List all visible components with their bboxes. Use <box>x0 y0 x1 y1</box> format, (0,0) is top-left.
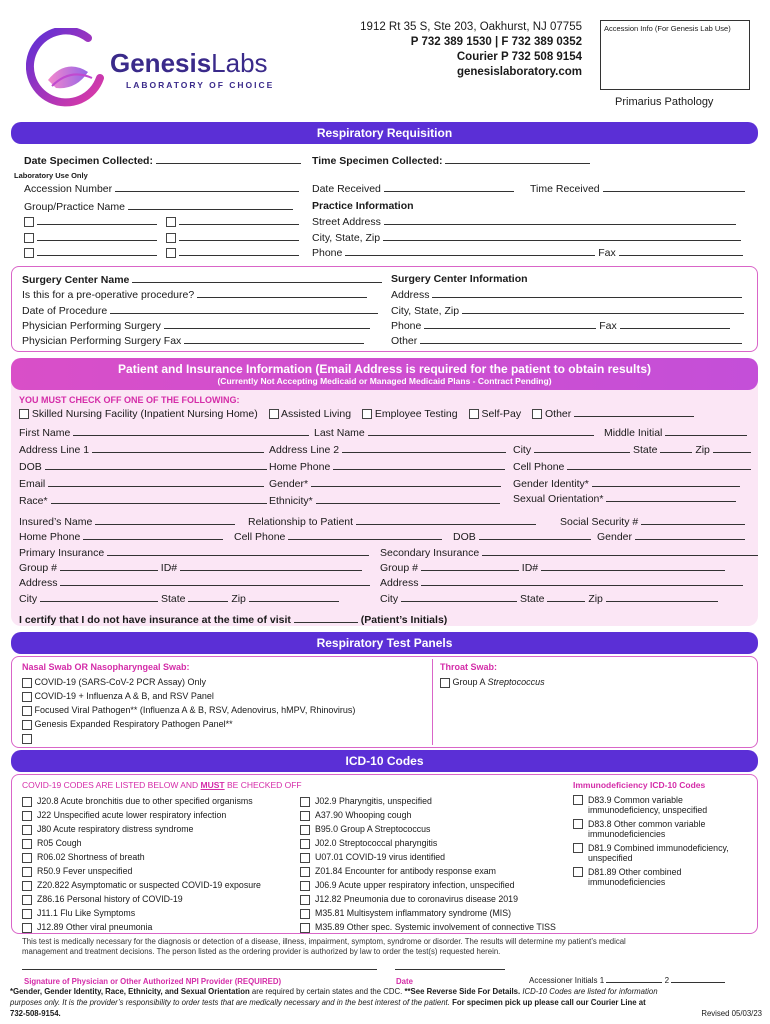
icd-covid-column <box>22 795 261 935</box>
self-pay-label: Self-Pay <box>481 408 522 420</box>
state-label: State <box>632 444 658 456</box>
primary-zip-label: Zip <box>231 593 246 605</box>
surgery-center-name-label: Surgery Center Name <box>22 274 130 286</box>
gender-identity-label: Gender Identity* <box>513 478 589 490</box>
address1-label: Address Line 1 <box>19 444 90 456</box>
icd-code-checkbox[interactable] <box>22 797 32 807</box>
accession-box[interactable] <box>600 20 750 90</box>
icd-code-row <box>22 879 261 893</box>
ins-cell-phone-field[interactable] <box>288 530 442 540</box>
primary-insurance-label: Primary Insurance <box>19 547 105 559</box>
first-name-field[interactable] <box>73 426 309 436</box>
phone-label: Phone <box>312 247 343 259</box>
secondary-insurance-field[interactable] <box>482 546 758 556</box>
secondary-group-field[interactable] <box>421 561 519 571</box>
accessioner-init2-field[interactable] <box>671 973 725 983</box>
brand-bold: Genesis <box>110 48 212 78</box>
middle-initial-label: Middle Initial <box>604 427 663 439</box>
employee-testing-checkbox[interactable] <box>362 409 372 419</box>
revised-date: Revised 05/03/23 <box>701 1009 762 1018</box>
cell-phone-field[interactable] <box>567 460 751 470</box>
practice-checkbox[interactable] <box>166 233 176 243</box>
practice-checkbox[interactable] <box>166 248 176 258</box>
insured-name-field[interactable] <box>95 515 235 525</box>
necessity-statement: This test is medically necessary for the diagnosis or detection of a disease, illness, impairment, symptom, syndrome or disorder. The results will determine my patient’s medical management and treatment decisions. The person listed as the ordering provider is authorized by law to order the test(s) requested herein. <box>22 937 626 956</box>
icd-code-label: U07.01 COVID-19 virus identified <box>315 852 446 862</box>
secondary-state-field[interactable] <box>547 592 585 602</box>
practice-field[interactable] <box>179 246 299 256</box>
ins-dob-label: DOB <box>453 531 476 543</box>
state-field[interactable] <box>660 443 692 453</box>
website: genesislaboratory.com <box>456 66 582 78</box>
accessioner-init1-field[interactable] <box>606 973 662 983</box>
surgery-address-field[interactable] <box>432 288 742 298</box>
practice-field[interactable] <box>37 246 157 256</box>
icd-code-checkbox[interactable] <box>300 881 310 891</box>
patient-title: Patient and Insurance Information (Email Address is required for the patient to obtain results) <box>118 362 651 376</box>
strep-a-italic: Streptococcus <box>487 677 545 687</box>
immuno-code-label: immunodeficiencies <box>588 877 666 887</box>
throat-header: Throat Swab: <box>440 662 498 672</box>
city-state-zip-field[interactable] <box>383 231 741 241</box>
icd-code-label: R05 Cough <box>37 838 82 848</box>
icd-other-column <box>300 795 556 935</box>
ssn-label: Social Security # <box>560 516 639 528</box>
ins-dob-field[interactable] <box>479 530 591 540</box>
secondary-address-label: Address <box>380 577 419 589</box>
home-phone-label: Home Phone <box>269 461 331 473</box>
signature-label: Signature of Physician or Other Authorized NPI Provider (REQUIRED) <box>24 977 282 986</box>
focused-viral-checkbox[interactable] <box>22 706 32 716</box>
ins-cell-phone-label: Cell Phone <box>234 531 286 543</box>
icd-code-checkbox[interactable] <box>300 825 310 835</box>
expanded-panel-label: Genesis Expanded Respiratory Pathogen Panel** <box>34 719 233 729</box>
date-field[interactable] <box>395 968 505 970</box>
icd-code-checkbox[interactable] <box>300 923 310 933</box>
email-field[interactable] <box>48 477 264 487</box>
division-name: Primarius Pathology <box>615 96 714 108</box>
surgery-other-label: Other <box>391 335 418 347</box>
icd-code-label: J22 Unspecified acute lower respiratory infection <box>37 810 227 820</box>
icd-code-row <box>300 837 556 851</box>
icd-code-checkbox[interactable] <box>300 811 310 821</box>
secondary-group-label: Group # <box>380 562 418 574</box>
immuno-header: Immunodeficiency ICD-10 Codes <box>573 780 706 790</box>
icd-code-row <box>300 851 556 865</box>
icd-code-row <box>22 865 261 879</box>
fax-field[interactable] <box>619 246 743 256</box>
test-panels-bar: Respiratory Test Panels <box>11 632 758 654</box>
primary-state-field[interactable] <box>188 592 228 602</box>
city-label: City <box>513 444 532 456</box>
race-field[interactable] <box>51 494 267 504</box>
immuno-code-row <box>573 795 729 819</box>
home-phone-field[interactable] <box>333 460 505 470</box>
patient-subtitle: (Currently Not Accepting Medicaid or Managed Medicaid Plans - Contract Pending) <box>217 376 552 386</box>
primary-zip-field[interactable] <box>249 592 339 602</box>
icd-code-checkbox[interactable] <box>300 867 310 877</box>
street-label: Street Address <box>312 216 381 228</box>
covid-flu-rsv-label: COVID-19 + Influenza A & B, and RSV Panel <box>34 691 214 701</box>
secondary-address-field[interactable] <box>421 576 743 586</box>
icd-code-label: J20.8 Acute bronchitis due to other specified organisms <box>37 796 253 806</box>
icd-code-label: J12.89 Other viral pneumonia <box>37 922 153 932</box>
date-label: Date <box>396 977 413 986</box>
surgery-center-info-label: Surgery Center Information <box>391 273 528 285</box>
icd-code-label: Z20.822 Asymptomatic or suspected COVID-19 exposure <box>37 880 261 890</box>
assisted-living-checkbox[interactable] <box>269 409 279 419</box>
secondary-city-label: City <box>380 593 399 605</box>
city-field[interactable] <box>534 443 630 453</box>
logo <box>26 28 296 108</box>
ins-home-phone-field[interactable] <box>83 530 223 540</box>
primary-id-label: ID# <box>160 562 178 574</box>
primary-id-field[interactable] <box>180 561 362 571</box>
icd-code-checkbox[interactable] <box>300 853 310 863</box>
secondary-zip-field[interactable] <box>606 592 718 602</box>
snf-label: Skilled Nursing Facility (Inpatient Nursing Home) <box>31 408 258 420</box>
icd-code-checkbox[interactable] <box>22 867 32 877</box>
expanded-panel-checkbox[interactable] <box>22 720 32 730</box>
immuno-code-row <box>573 843 729 867</box>
accession-number-label: Accession Number <box>24 183 113 195</box>
icd-code-row <box>22 809 261 823</box>
other-checkbox[interactable] <box>532 409 542 419</box>
icd-code-checkbox[interactable] <box>300 839 310 849</box>
genesis-g-logo-icon <box>26 28 108 108</box>
icd-bar: ICD-10 Codes <box>11 750 758 772</box>
immuno-code-checkbox[interactable] <box>573 819 583 829</box>
patient-initials-label: (Patient’s Initials) <box>360 614 448 626</box>
assisted-living-label: Assisted Living <box>281 408 352 420</box>
strep-a-label: Group A <box>452 677 488 687</box>
date-received-label: Date Received <box>312 183 381 195</box>
gender-identity-field[interactable] <box>592 477 740 487</box>
date-collected-field[interactable] <box>156 154 301 164</box>
surgery-other-field[interactable] <box>420 334 742 344</box>
covid-only-checkbox[interactable] <box>22 678 32 688</box>
patient-bar <box>11 358 758 390</box>
icd-code-row <box>22 921 261 935</box>
accession-number-field[interactable] <box>115 182 299 192</box>
brand-light: Labs <box>211 48 268 78</box>
secondary-zip-label: Zip <box>588 593 603 605</box>
icd-code-row <box>300 893 556 907</box>
ins-home-phone-label: Home Phone <box>19 531 81 543</box>
must-emphasis: MUST <box>200 780 225 790</box>
icd-code-row <box>22 893 261 907</box>
icd-code-checkbox[interactable] <box>22 909 32 919</box>
date-procedure-field[interactable] <box>110 304 378 314</box>
practice-field[interactable] <box>179 231 299 241</box>
accessioner-label: Accessioner Initials <box>529 976 598 985</box>
primary-city-field[interactable] <box>40 592 158 602</box>
surgery-address-label: Address <box>391 289 430 301</box>
other-field[interactable] <box>574 407 694 417</box>
icd-code-row <box>22 851 261 865</box>
icd-code-row <box>300 809 556 823</box>
dob-label: DOB <box>19 461 42 473</box>
physician-label: Physician Performing Surgery <box>22 320 161 332</box>
secondary-id-label: ID# <box>521 562 539 574</box>
signature-field[interactable] <box>22 968 377 970</box>
immuno-code-label: D83.8 Other common variable <box>588 819 706 829</box>
icd-code-label: B95.0 Group A Streptococcus <box>315 824 431 834</box>
icd-code-label: J80 Acute respiratory distress syndrome <box>37 824 194 834</box>
preop-field[interactable] <box>197 288 367 298</box>
practice-checkbox[interactable] <box>24 233 34 243</box>
surgery-phone-label: Phone <box>391 320 422 332</box>
secondary-insurance-label: Secondary Insurance <box>380 547 480 559</box>
primary-address-label: Address <box>19 577 58 589</box>
employee-testing-label: Employee Testing <box>374 408 458 420</box>
icd-code-label: Z86.16 Personal history of COVID-19 <box>37 894 183 904</box>
immuno-code-row <box>573 867 729 891</box>
icd-code-label: R50.9 Fever unspecified <box>37 866 133 876</box>
time-collected-label: Time Specimen Collected: <box>312 155 443 167</box>
date-procedure-label: Date of Procedure <box>22 305 108 317</box>
immuno-code-label: D83.9 Common variable <box>588 795 683 805</box>
icd-code-row <box>22 907 261 921</box>
cell-phone-label: Cell Phone <box>513 461 565 473</box>
surgery-fax-field[interactable] <box>620 319 730 329</box>
certify-initials-field[interactable] <box>294 613 358 623</box>
immuno-code-label: D81.9 Combined immunodeficiency, <box>588 843 729 853</box>
icd-code-row <box>300 823 556 837</box>
icd-code-checkbox[interactable] <box>22 811 32 821</box>
icd-code-row <box>300 865 556 879</box>
physician-field[interactable] <box>164 319 370 329</box>
surgery-fax-label: Fax <box>599 320 617 332</box>
primary-city-label: City <box>19 593 38 605</box>
icd-code-row <box>300 795 556 809</box>
covid-flu-rsv-checkbox[interactable] <box>22 692 32 702</box>
covid-codes-header: COVID-19 CODES ARE LISTED BELOW AND <box>22 780 201 790</box>
date-collected-label: Date Specimen Collected: <box>24 155 153 167</box>
last-name-label: Last Name <box>314 427 365 439</box>
practice-info-label: Practice Information <box>312 200 414 212</box>
phone-field[interactable] <box>345 246 595 256</box>
lab-phones: P 732 389 1530 | F 732 389 0352 <box>410 36 582 48</box>
surgery-city-label: City, State, Zip <box>391 305 460 317</box>
surgery-phone-field[interactable] <box>424 319 596 329</box>
self-pay-checkbox[interactable] <box>469 409 479 419</box>
icd-code-row <box>22 795 261 809</box>
surgery-center-name-field[interactable] <box>132 273 382 283</box>
icd-code-checkbox[interactable] <box>300 797 310 807</box>
icd-immuno-column <box>573 795 729 891</box>
practice-checkbox[interactable] <box>24 217 34 227</box>
tagline: LABORATORY OF CHOICE <box>126 80 275 90</box>
icd-code-row <box>300 907 556 921</box>
immuno-code-checkbox[interactable] <box>573 843 583 853</box>
address2-label: Address Line 2 <box>269 444 340 456</box>
practice-field[interactable] <box>179 215 299 225</box>
ins-gender-label: Gender <box>597 531 633 543</box>
certify-label: I certify that I do not have insurance at the time of visit <box>19 614 291 626</box>
practice-checkbox[interactable] <box>24 248 34 258</box>
other-label: Other <box>544 408 572 420</box>
icd-code-label: R06.02 Shortness of breath <box>37 852 145 862</box>
race-label: Race* <box>19 495 48 507</box>
zip-label: Zip <box>695 444 710 456</box>
test-panels-divider <box>432 659 433 745</box>
primary-insurance-field[interactable] <box>107 546 369 556</box>
immuno-code-row <box>573 819 729 843</box>
icd-code-checkbox[interactable] <box>22 825 32 835</box>
accession-box-label: Accession Info (For Genesis Lab Use) <box>604 24 731 33</box>
custom-test-checkbox[interactable] <box>22 734 32 744</box>
practice-field[interactable] <box>37 231 157 241</box>
icd-code-label: J02.9 Pharyngitis, unspecified <box>315 796 432 806</box>
covid-only-label: COVID-19 (SARS-CoV-2 PCR Assay) Only <box>34 677 207 687</box>
ssn-field[interactable] <box>641 515 745 525</box>
secondary-id-field[interactable] <box>541 561 725 571</box>
time-received-label: Time Received <box>530 183 600 195</box>
icd-code-checkbox[interactable] <box>22 895 32 905</box>
nasal-header: Nasal Swab OR Nasopharyngeal Swab: <box>22 662 190 672</box>
icd-code-label: M35.89 Other spec. Systemic involvement of connective TISS <box>315 922 556 932</box>
physician-fax-field[interactable] <box>184 334 364 344</box>
icd-code-checkbox[interactable] <box>22 839 32 849</box>
icd-code-checkbox[interactable] <box>300 909 310 919</box>
primary-group-label: Group # <box>19 562 57 574</box>
preop-label: Is this for a pre-operative procedure? <box>22 289 195 301</box>
group-practice-label: Group/Practice Name <box>24 201 125 213</box>
icd-code-checkbox[interactable] <box>22 881 32 891</box>
icd-code-label: J11.1 Flu Like Symptoms <box>37 908 136 918</box>
must-check-label: YOU MUST CHECK OFF ONE OF THE FOLLOWING: <box>19 395 240 405</box>
icd-code-label: Z01.84 Encounter for antibody response exam <box>315 866 496 876</box>
ins-gender-field[interactable] <box>635 530 745 540</box>
primary-state-label: State <box>160 593 186 605</box>
icd-code-row <box>300 921 556 935</box>
address2-field[interactable] <box>342 443 506 453</box>
practice-checkbox[interactable] <box>166 217 176 227</box>
focused-viral-label: Focused Viral Pathogen** (Influenza A & B, RSV, Adenovirus, hMPV, Rhinovirus) <box>34 705 356 715</box>
strep-a-checkbox[interactable] <box>440 678 450 688</box>
gender-label: Gender* <box>269 478 309 490</box>
icd-code-row <box>22 837 261 851</box>
snf-checkbox[interactable] <box>19 409 29 419</box>
group-practice-field[interactable] <box>128 200 293 210</box>
street-field[interactable] <box>384 215 736 225</box>
immuno-code-label: immunodeficiency, unspecified <box>588 805 708 815</box>
icd-code-checkbox[interactable] <box>300 895 310 905</box>
icd-code-label: J06.9 Acute upper respiratory infection, unspecified <box>315 880 515 890</box>
ethnicity-label: Ethnicity* <box>269 495 313 507</box>
icd-code-row <box>22 823 261 837</box>
courier-line: Courier P 732 508 9154 <box>456 51 582 63</box>
immuno-code-label: D81.89 Other combined <box>588 867 682 877</box>
relationship-field[interactable] <box>356 515 536 525</box>
icd-code-label: J12.82 Pneumonia due to coronavirus disease 2019 <box>315 894 518 904</box>
sexual-orientation-field[interactable] <box>606 492 736 502</box>
time-collected-field[interactable] <box>445 154 590 164</box>
ethnicity-field[interactable] <box>316 494 500 504</box>
immuno-code-label: unspecified <box>588 853 633 863</box>
surgery-city-field[interactable] <box>462 304 744 314</box>
icd-code-label: A37.90 Whooping cough <box>315 810 412 820</box>
primary-group-field[interactable] <box>60 561 158 571</box>
footnote: *Gender, Gender Identity, Race, Ethnicity, and Sexual Orientation are required by certain states and the CDC. **See Reverse Side For Details. ICD-10 Codes are listed for information purposes only. It is the provider’s responsibility to order tests that are medically necessary and in the best interest of the patient. For specimen pick up please call our Courier Line at 732-508-9154. Revised 05/03/23 <box>10 987 762 1018</box>
relationship-label: Relationship to Patient <box>248 516 354 528</box>
last-name-field[interactable] <box>368 426 594 436</box>
lab-contact <box>360 20 582 80</box>
immuno-code-label: immunodeficiencies <box>588 829 666 839</box>
physician-fax-label: Physician Performing Surgery Fax <box>22 335 182 347</box>
immuno-code-checkbox[interactable] <box>573 867 583 877</box>
sexual-orientation-label: Sexual Orientation* <box>513 493 604 505</box>
lab-address: 1912 Rt 35 S, Ste 203, Oakhurst, NJ 07755 <box>360 21 582 33</box>
email-label: Email <box>19 478 46 490</box>
address1-field[interactable] <box>92 443 264 453</box>
accessioner-init1-label: 1 <box>599 976 605 985</box>
date-received-field[interactable] <box>384 182 514 192</box>
icd-code-checkbox[interactable] <box>22 853 32 863</box>
gender-field[interactable] <box>311 477 501 487</box>
icd-code-checkbox[interactable] <box>22 923 32 933</box>
icd-code-row <box>300 879 556 893</box>
practice-field[interactable] <box>37 215 157 225</box>
secondary-city-field[interactable] <box>401 592 517 602</box>
accessioner-init2-label: 2 <box>664 976 670 985</box>
immuno-code-checkbox[interactable] <box>573 795 583 805</box>
fax-label: Fax <box>598 247 616 259</box>
middle-initial-field[interactable] <box>665 426 747 436</box>
dob-field[interactable] <box>45 460 267 470</box>
primary-address-field[interactable] <box>60 576 370 586</box>
zip-field[interactable] <box>713 443 751 453</box>
time-received-field[interactable] <box>603 182 745 192</box>
city-state-zip-label: City, State, Zip <box>312 232 381 244</box>
lab-use-only: Laboratory Use Only <box>14 171 88 180</box>
icd-code-label: J02.0 Streptococcal pharyngitis <box>315 838 438 848</box>
secondary-state-label: State <box>519 593 545 605</box>
first-name-label: First Name <box>19 427 71 439</box>
icd-code-label: M35.81 Multisystem inflammatory syndrome (MIS) <box>315 908 512 918</box>
requisition-bar: Respiratory Requisition <box>11 122 758 144</box>
insured-name-label: Insured’s Name <box>19 516 93 528</box>
